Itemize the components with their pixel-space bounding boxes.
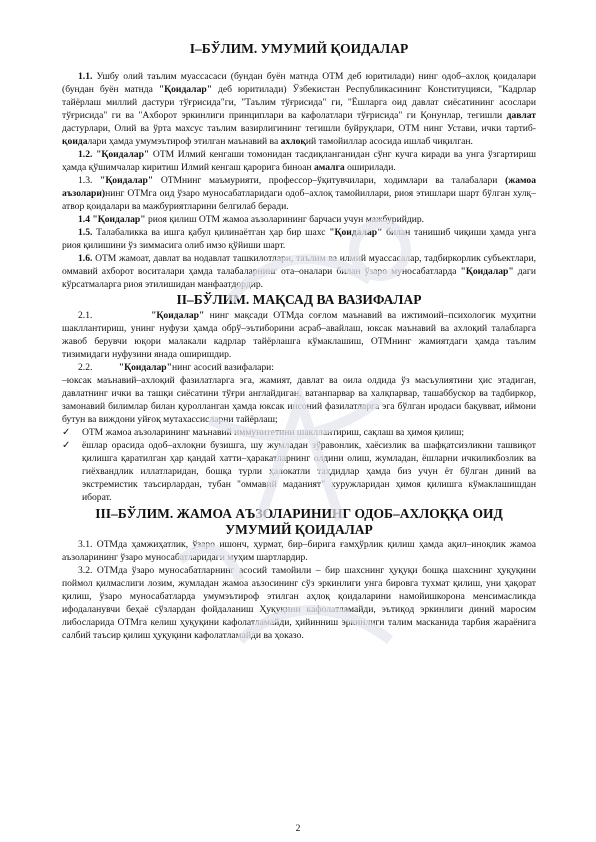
paragraph-2-2: 2.2. "Қоидалар"нинг асосий вазифалари:	[78, 362, 274, 373]
bullet-item-2: ✓ ёшлар орасида одоб–ахлоқни бузишга, шу жумладан зўравонлик, хаёсизлик ва шафқатсизликни ташвиқот қилишга қаратилган ҳар қандай хатти–ҳаракатларнинг олдини олиш, жумладан, ёшларни ичкиликбозлик ва гиёхвандлик иллатларидан, бошқа турли ҳалокатли таҳдидлар ҳамда биз учун ёт бўлган диний ва экстремистик таъсирлардан, тубан "оммавий маданият" хуружларидан ҳимоя қилишга кўмаклашишдан иборат.	[62, 440, 536, 503]
page-number: 2	[295, 823, 301, 834]
section-1-heading: I–БЎЛИМ. УМУМИЙ ҚОИДАЛАР	[189, 41, 409, 56]
paragraph-1-2: 1.2. "Қоидалар" ОТМ Илмий кенгаши томонидан тасдиқланганидан сўнг кучга киради ва унга ўзгартириш ҳамда қўшимчалар киритиш Илмий кенгаш қарорига биноан амалга оширилади.	[62, 149, 536, 173]
paragraph-1-4: 1.4 "Қоидалар" риоя қилиш ОТМ жамоа аъзоларининг барчаси учун мажбурийдир.	[78, 214, 425, 225]
bullet-item-1: ✓ ОТМ жамоа аъзоларининг маънавий иммунитетини шакллантириш, сақлаш ва ҳимоя қилиш;	[62, 427, 465, 438]
section-3-heading-line-1: III–БЎЛИМ. ЖАМОА АЪЗОЛАРИНИНГ ОДОБ–АХЛОҚҚА ОИД	[95, 506, 503, 521]
paragraph-1-1: 1.1. Ушбу олий таълим муассасаси (бундан буён матнда ОТМ деб юритилади) нинг одоб–ахлоқ қоидалари (бундан буён матнда "Қоидалар" деб юритилади) Ўзбекистан Республикасининг Конституцияси, "Кадрлар тайёрлаш миллий дастури тўғрисида"ги, "Таълим тўғрисида" ги, "Ёшларга оид давлат сиёсатининг асослари тўғрисида" ги ва "Ахборот эркинлиги принциплари ва кафолатлари тўғрисида" ги Қонунлар, тегишли давлат дастурлари, Олий ва ўрта махсус таълим вазирлигининг тегишли буйруқлари, ОТМ нинг Устави, ички тартиб-қоидалари ҳамда умумэътироф этилган маънавий ва ахлоқий тамойиллар асосида ишлаб чиқилган.	[62, 71, 536, 147]
paragraph-1-5: 1.5. Талабаликка ва ишга қабул қилинаётган ҳар бир шахс "Қоидалар" билан танишиб чиқиши ҳамда унга риоя қилишини ўз зиммасига олиб имзо қўйиши шарт.	[62, 227, 536, 251]
paragraph-3-1: 3.1. ОТМда ҳамжиҳатлик, ўзаро ишонч, ҳурмат, бир–бирига ғамҳўрлик қилиш ҳамда ақил–инoқлик жамоа аъзоларининг ўзаро муносабатларидаги муҳим шартлардир.	[62, 539, 536, 563]
paragraph-3-2: 3.2. ОТМда ўзаро муносабатларнинг асосий тамойили – бир шахснинг ҳуқуқи бошқа шахснинг ҳуқуқини поймол қилмаслиги лозим, жумладан жамоа аъзоcининг сўз эркинлиги унга бировга тухмат қилиш, уни ҳақорат қилиш, ўзаро муносабатларда умумэътироф этилган аҳлоқ қоидаларини намойишкорона менсимасликда ифодаланувчи беҳаё сўзлардан фойдаланиш Ҳуқуқини кафолатламайди, эътиқод эркинлиги диний маросим либосларида ОТМга келиш ҳуқуқини кафолатламайди, ҳийинниш эркинлиги талим масканида тарбия жараёнига салбий таъсир қилиш ҳуқуқини кафолатламайди ва ҳоказо.	[62, 565, 536, 641]
paragraph-2-3: –юксак маънавий–ахлоқий фазилатларга эга, жамият, давлат ва оила олдида ўз масъулиятини ҳис этадиган, давлатнинг ички ва ташқи сиёсатини тўғри англайдиган, ватанпарвар ва халқпарвар, ташаббускор ва тадбиркор, замонавий билимлар билан қуролланган ҳамда юксак инсоний фазилатларга эга бўлган иродаси бақувват, иймони бутун ва виждони уйғоқ мутахассисларни тайёрлаш;	[62, 375, 536, 425]
section-2-heading: II–БЎЛИМ. МАҚСАД ВА ВАЗИФАЛАР	[176, 292, 422, 307]
paragraph-1-3: 1.3. "Қоидалар" ОТМнинг маъмурияти, профессор–ўқитувчилари, ходимлари ва талабалари (жамоа аъзолари)нинг ОТМга оид ўзаро муносабатларидаги одоб–ахлоқ тамойиллари, риоя этишлари шарт бўлган хулқ–атвор қоидалари ва мажбуриятларини белгилаб беради.	[62, 175, 537, 212]
paragraph-2-1: 2.1. "Қоидалар" нинг мақсади ОТМда соғлом маънавий ва ижтимоий–психологик муҳитни шакллантириш, унинг нуфузи ҳамда обрў–эътиборини асраб–авайлаш, юксак маънавий ва ахлоқий талабларга жавоб берувчи юқори малакали кадрлар тайёрлашга кўмаклашиш, ОТМнинг жамиятдаги ҳамда таълим тизимидаги нуфузини янада оширишдир.	[62, 310, 536, 360]
paragraph-1-6: 1.6. ОТМ жамоат, давлат ва нодавлат ташкилотлари, таълим ва илмий муассасалар, тадбиркорлик субъектлари, оммавий ахборот воситалари ҳамда талабаларнинг ота–оналари билан ўзаро муносабатларда "Қоидалар" даги кўрсатмаларга риоя этилишидан манфаатдордир.	[62, 253, 536, 290]
checkmark-icon: ✓	[62, 440, 71, 451]
section-3-heading-line-2: УМУМИЙ ҚОИДАЛАР	[225, 522, 373, 537]
checkmark-icon: ✓	[62, 427, 71, 438]
